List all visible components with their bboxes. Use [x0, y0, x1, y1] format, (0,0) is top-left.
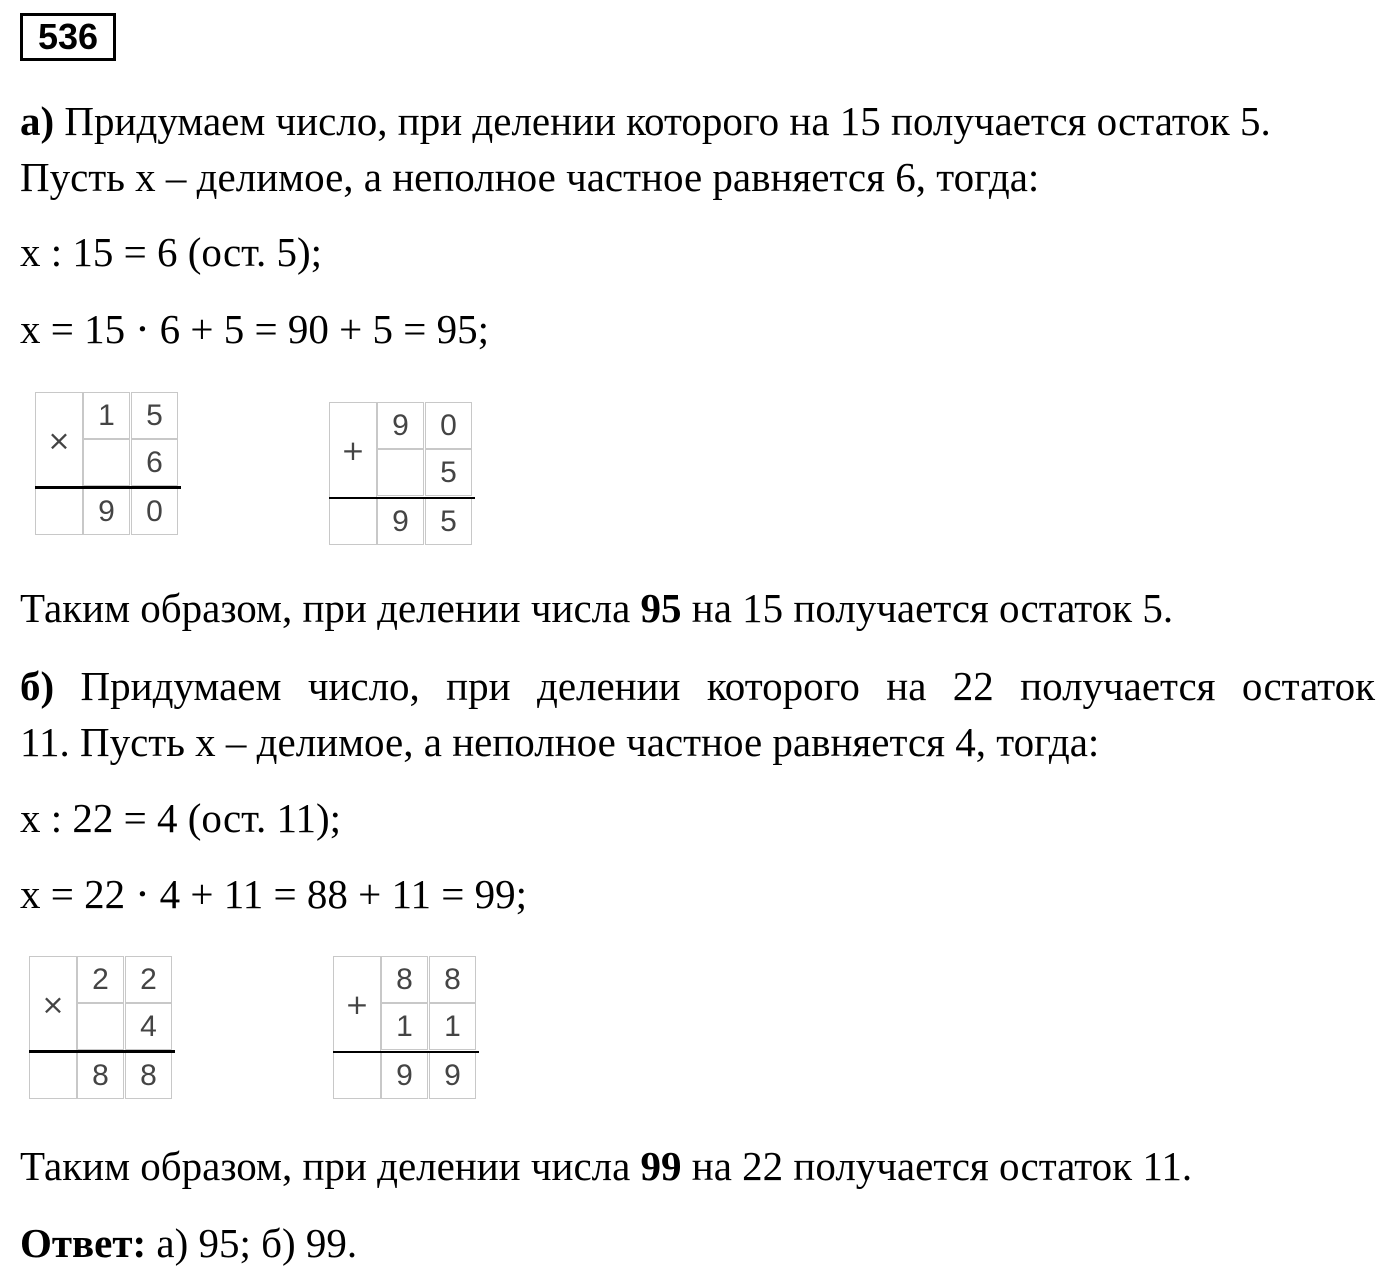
digit-cell: 9 [377, 498, 424, 545]
part-b-conclusion [20, 1143, 1193, 1189]
part-b-equation-1: x : 22 = 4 (ост. 11); [20, 795, 341, 841]
part-b-equation-2: x = 22 ⋅ 4 + 11 = 88 + 11 = 99; [20, 871, 527, 917]
digit-cell: 9 [377, 402, 424, 449]
digit-cell [77, 1003, 124, 1050]
multiply-sign: × [29, 956, 77, 1052]
part-b-intro-line1 [20, 663, 1375, 709]
answer-label: Ответ: [20, 1220, 147, 1266]
conclusion-text: Таким образом, при делении числа [20, 1143, 641, 1189]
digit-cell: 0 [131, 488, 178, 535]
digit-cell: 9 [429, 1052, 476, 1099]
part-b-addition [333, 956, 479, 1100]
result-line [29, 1050, 175, 1053]
digit-cell: 4 [125, 1003, 172, 1050]
digit-cell: 5 [425, 449, 472, 496]
digit-cell [377, 449, 424, 496]
answer-line [20, 1220, 358, 1266]
conclusion-text: Таким образом, при делении числа [20, 585, 641, 631]
part-b-intro-line2: 11. Пусть x – делимое, а неполное частное равняется 4, тогда: [20, 719, 1100, 765]
part-a-intro-line1 [20, 98, 1271, 144]
part-b-intro-text: Придумаем число, при делении которого на 22 получается остаток [54, 663, 1375, 709]
answer-text: а) 95; б) 99. [146, 1220, 358, 1266]
part-a-equation-1: x : 15 = 6 (ост. 5); [20, 229, 323, 275]
conclusion-text: на 22 получается остаток 11. [681, 1143, 1193, 1189]
result-line [35, 486, 181, 489]
part-a-addition [329, 402, 475, 546]
digit-cell: 2 [125, 956, 172, 1003]
digit-cell: 2 [77, 956, 124, 1003]
problem-number: 536 [20, 13, 116, 61]
digit-cell: 5 [425, 498, 472, 545]
part-a-label: а) [20, 98, 55, 144]
digit-cell: 6 [131, 439, 178, 486]
digit-cell: 5 [131, 392, 178, 439]
digit-cell: 9 [381, 1052, 428, 1099]
part-a-intro-line2: Пусть x – делимое, а неполное частное равняется 6, тогда: [20, 154, 1040, 200]
conclusion-result: 95 [640, 585, 682, 631]
conclusion-result: 99 [640, 1143, 682, 1189]
part-a-multiplication [35, 392, 181, 536]
digit-cell: 8 [381, 956, 428, 1003]
empty-cell [329, 498, 377, 545]
digit-cell: 1 [429, 1003, 476, 1050]
plus-sign: + [329, 402, 377, 498]
conclusion-text: на 15 получается остаток 5. [681, 585, 1174, 631]
part-a-conclusion [20, 585, 1174, 631]
digit-cell: 8 [429, 956, 476, 1003]
plus-sign: + [333, 956, 381, 1052]
empty-cell [333, 1052, 381, 1099]
multiply-sign: × [35, 392, 83, 488]
result-line [333, 1051, 479, 1053]
digit-cell: 8 [77, 1052, 124, 1099]
digit-cell: 1 [381, 1003, 428, 1050]
digit-cell: 0 [425, 402, 472, 449]
part-a-equation-2: x = 15 ⋅ 6 + 5 = 90 + 5 = 95; [20, 306, 490, 352]
digit-cell: 9 [83, 488, 130, 535]
digit-cell [83, 439, 130, 486]
part-b-label: б) [20, 663, 55, 709]
result-line [329, 497, 475, 499]
empty-cell [29, 1052, 77, 1099]
digit-cell: 1 [83, 392, 130, 439]
empty-cell [35, 488, 83, 535]
part-b-multiplication [29, 956, 175, 1100]
part-a-intro-text: Придумаем число, при делении которого на 15 получается остаток 5. [54, 98, 1271, 144]
digit-cell: 8 [125, 1052, 172, 1099]
